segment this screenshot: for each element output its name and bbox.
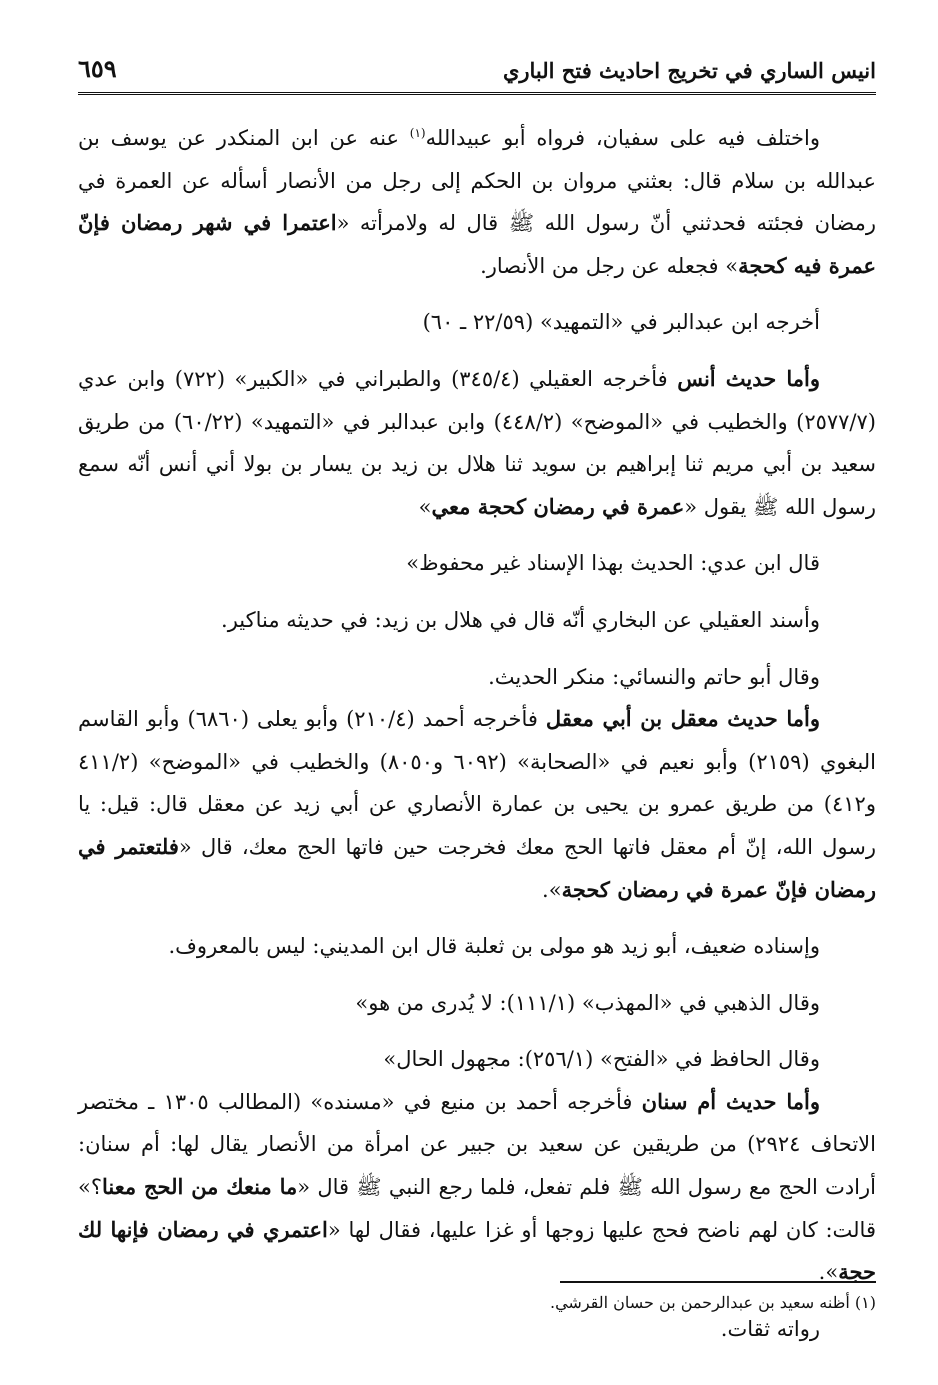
text-run: ؟» قالت: كان لهم ناضح فحج عليها زوجها أو غزا عليها، فقال لها « <box>78 1175 876 1242</box>
paragraph <box>78 1038 876 1081</box>
footnote: (١) أظنه سعيد بن عبدالرحمن بن حسان القرشي. <box>550 1293 876 1312</box>
text-run: » فجعله عن رجل من الأنصار. <box>480 253 739 278</box>
text-run: واختلف فيه على سفيان، فرواه أبو عبيدالله <box>425 126 820 150</box>
text-run: رواته ثقات. <box>720 1316 820 1341</box>
text-run: » <box>418 494 432 519</box>
paragraph <box>78 542 876 585</box>
main-text <box>78 112 876 1350</box>
paragraph <box>78 1081 876 1294</box>
running-header <box>78 52 876 95</box>
book-title: انيس الساري في تخريج احاديث فتح الباري <box>502 58 876 83</box>
paragraph <box>78 599 876 642</box>
text-run: وأسند العقيلي عن البخاري أنّه قال في هلال بن زيد: في حديثه مناكير. <box>221 607 820 632</box>
text-run: وقال الذهبي في «المهذب» (١١١/١): لا يُدرى من هو» <box>355 990 820 1015</box>
paragraph <box>78 112 876 287</box>
page-number: ٦٥٩ <box>78 54 117 83</box>
footnote-separator <box>560 1281 876 1283</box>
paragraph <box>78 301 876 344</box>
text-run: وقال أبو حاتم والنسائي: منكر الحديث. <box>488 664 820 689</box>
emphasized-text: اعتمري في رمضان فإنها لك حجة <box>78 1216 876 1285</box>
paragraph <box>78 358 876 528</box>
emphasized-text: فلتعتمر في رمضان فإنّ عمرة في رمضان كحجة <box>78 833 876 902</box>
text-run: فأخرجه أحمد بن منيع في «مسنده» (المطالب ١٣٠٥ ـ مختصر الاتحاف ٢٩٢٤) من طريقين عن سعيد بن جبير عن امرأة من الأنصار يقال لها: أم سنان: أرادت الحج مع رسول الله ﷺ فلم تفعل، فلما رجع النبي ﷺ قال « <box>78 1089 876 1200</box>
text-run: ». <box>542 877 562 902</box>
footnote-marker: (١) <box>409 126 426 140</box>
text-run: قال ابن عدي: الحديث بهذا الإسناد غير محفوظ» <box>406 551 820 576</box>
emphasized-text: ما منعك من الحج معنا <box>102 1174 298 1200</box>
text-run: أخرجه ابن عبدالبر في «التمهيد» (٢٢/٥٩ ـ ٦٠) <box>422 310 820 335</box>
emphasized-text: وأما حديث أنس <box>677 365 821 391</box>
emphasized-text: اعتمرا في شهر رمضان فإنّ عمرة فيه كحجة <box>78 210 876 278</box>
emphasized-text: عمرة في رمضان كحجة معي <box>431 493 685 519</box>
paragraph <box>78 698 876 911</box>
paragraph <box>78 982 876 1025</box>
paragraph <box>78 925 876 968</box>
text-run: عنه عن ابن المنكدر عن يوسف بن عبدالله بن سلام قال: بعثني مروان بن الحكم إلى رجل من الأنصار أسأله عن العمرة في رمضان فجئته فحدثني أنّ رسول الله ﷺ قال له ولامرأته « <box>78 126 876 236</box>
text-run: فأخرجه العقيلي (٣٤٥/٤) والطبراني في «الكبير» (٧٢٢) وابن عدي (٢٥٧٧/٧) والخطيب في «الموضح» (٤٤٨/٢) وابن عبدالبر في «التمهيد» (٦٠/٢٢) من طريق سعيد بن أبي مريم ثنا إبراهيم بن سويد ثنا هلال بن زيد بن يسار بن بولا أني أنس أنّه سمع رسول الله ﷺ يقول « <box>78 366 876 519</box>
text-run: ». <box>818 1260 839 1285</box>
text-run: وقال الحافظ في «الفتح» (٢٥٦/١): مجهول الحال» <box>383 1047 820 1072</box>
emphasized-text: وأما حديث معقل بن أبي معقل <box>545 706 820 732</box>
emphasized-text: وأما حديث أم سنان <box>641 1088 820 1114</box>
paragraph <box>78 1308 876 1351</box>
paragraph <box>78 656 876 699</box>
text-run: فأخرجه أحمد (٢١٠/٤) وأبو يعلى (٦٨٦٠) وأبو القاسم البغوي (٢١٥٩) وأبو نعيم في «الصحابة» (٦٠٩٢ و٨٠٥٠) والخطيب في «الموضح» (٤١١/٢ و٤١٢) من طريق عمرو بن يحيى بن عمارة الأنصاري عن أبي زيد عن معقل قال: قيل: يا رسول الله، إنّ أم معقل فاتها الحج معك فخرجت حين فاتها الحج معك، قال « <box>78 707 876 859</box>
text-run: وإسناده ضعيف، أبو زيد هو مولى بن ثعلبة قال ابن المديني: ليس بالمعروف. <box>168 934 820 959</box>
